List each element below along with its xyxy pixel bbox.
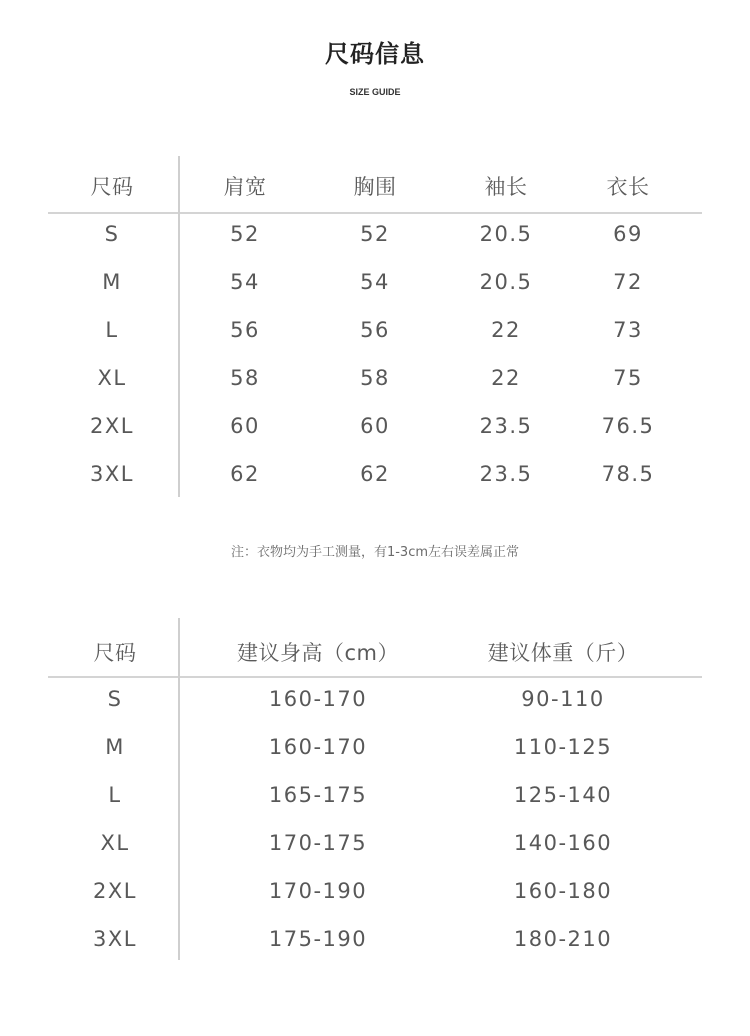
recommendation-header-cell: 建议身高（cm） — [236, 641, 399, 665]
measurement-value-cell: 62 — [230, 462, 260, 486]
measurement-value-cell: 76.5 — [601, 414, 655, 438]
recommendation-value-cell: 140-160 — [513, 831, 613, 855]
measurement-header-cell: 袖长 — [484, 175, 528, 199]
measurement-value-cell: 56 — [360, 318, 390, 342]
measurement-value-cell: 72 — [613, 270, 643, 294]
measurement-value-cell: 58 — [360, 366, 390, 390]
page-title: 尺码信息 — [325, 40, 425, 68]
measurement-value-cell: 54 — [230, 270, 260, 294]
recommendation-value-cell: 170-190 — [268, 879, 368, 903]
measurement-value-cell: 78.5 — [601, 462, 655, 486]
recommendation-value-cell: 160-170 — [268, 687, 368, 711]
measurement-value-cell: 22 — [491, 366, 521, 390]
recommendation-value-cell: 110-125 — [513, 735, 613, 759]
measurement-size-cell: M — [102, 270, 122, 294]
recommendation-value-cell: 160-170 — [268, 735, 368, 759]
measurement-value-cell: 62 — [360, 462, 390, 486]
measurement-header-cell: 尺码 — [90, 175, 134, 199]
recommendation-size-cell: XL — [100, 831, 130, 855]
measurement-size-cell: 2XL — [90, 414, 134, 438]
measurement-note: 注：衣物均为手工测量，有1-3cm左右误差属正常 — [230, 545, 520, 560]
page-subtitle: SIZE GUIDE — [349, 87, 401, 97]
measurement-value-cell: 23.5 — [479, 462, 533, 486]
measurement-value-cell: 73 — [613, 318, 643, 342]
measurement-size-cell: L — [105, 318, 119, 342]
measurement-value-cell: 52 — [360, 222, 390, 246]
recommendation-value-cell: 180-210 — [513, 927, 613, 951]
measurement-header-cell: 衣长 — [606, 175, 650, 199]
recommendation-value-cell: 160-180 — [513, 879, 613, 903]
measurement-value-cell: 60 — [230, 414, 260, 438]
recommendation-value-cell: 175-190 — [268, 927, 368, 951]
measurement-value-cell: 69 — [613, 222, 643, 246]
measurement-header-cell: 胸围 — [353, 175, 397, 199]
measurement-value-cell: 20.5 — [479, 222, 533, 246]
recommendation-size-cell: S — [107, 687, 123, 711]
measurement-value-cell: 58 — [230, 366, 260, 390]
measurement-size-cell: S — [104, 222, 120, 246]
measurement-value-cell: 54 — [360, 270, 390, 294]
recommendation-value-cell: 170-175 — [268, 831, 368, 855]
measurement-value-cell: 23.5 — [479, 414, 533, 438]
measurement-size-cell: 3XL — [90, 462, 134, 486]
measurement-value-cell: 52 — [230, 222, 260, 246]
recommendation-header-divider — [48, 676, 702, 678]
measurement-value-cell: 75 — [613, 366, 643, 390]
measurement-value-cell: 20.5 — [479, 270, 533, 294]
recommendation-size-cell: 3XL — [93, 927, 137, 951]
measurement-size-cell: XL — [97, 366, 127, 390]
recommendation-size-cell: 2XL — [93, 879, 137, 903]
measurement-header-cell: 肩宽 — [223, 175, 267, 199]
recommendation-value-cell: 125-140 — [513, 783, 613, 807]
recommendation-header-cell: 建议体重（斤） — [487, 641, 639, 665]
recommendation-header-cell: 尺码 — [93, 641, 137, 665]
measurement-header-divider — [48, 212, 702, 214]
measurement-value-cell: 22 — [491, 318, 521, 342]
recommendation-size-cell: M — [105, 735, 125, 759]
measurement-value-cell: 60 — [360, 414, 390, 438]
recommendation-value-cell: 90-110 — [521, 687, 605, 711]
measurement-value-cell: 56 — [230, 318, 260, 342]
recommendation-size-cell: L — [108, 783, 122, 807]
recommendation-value-cell: 165-175 — [268, 783, 368, 807]
